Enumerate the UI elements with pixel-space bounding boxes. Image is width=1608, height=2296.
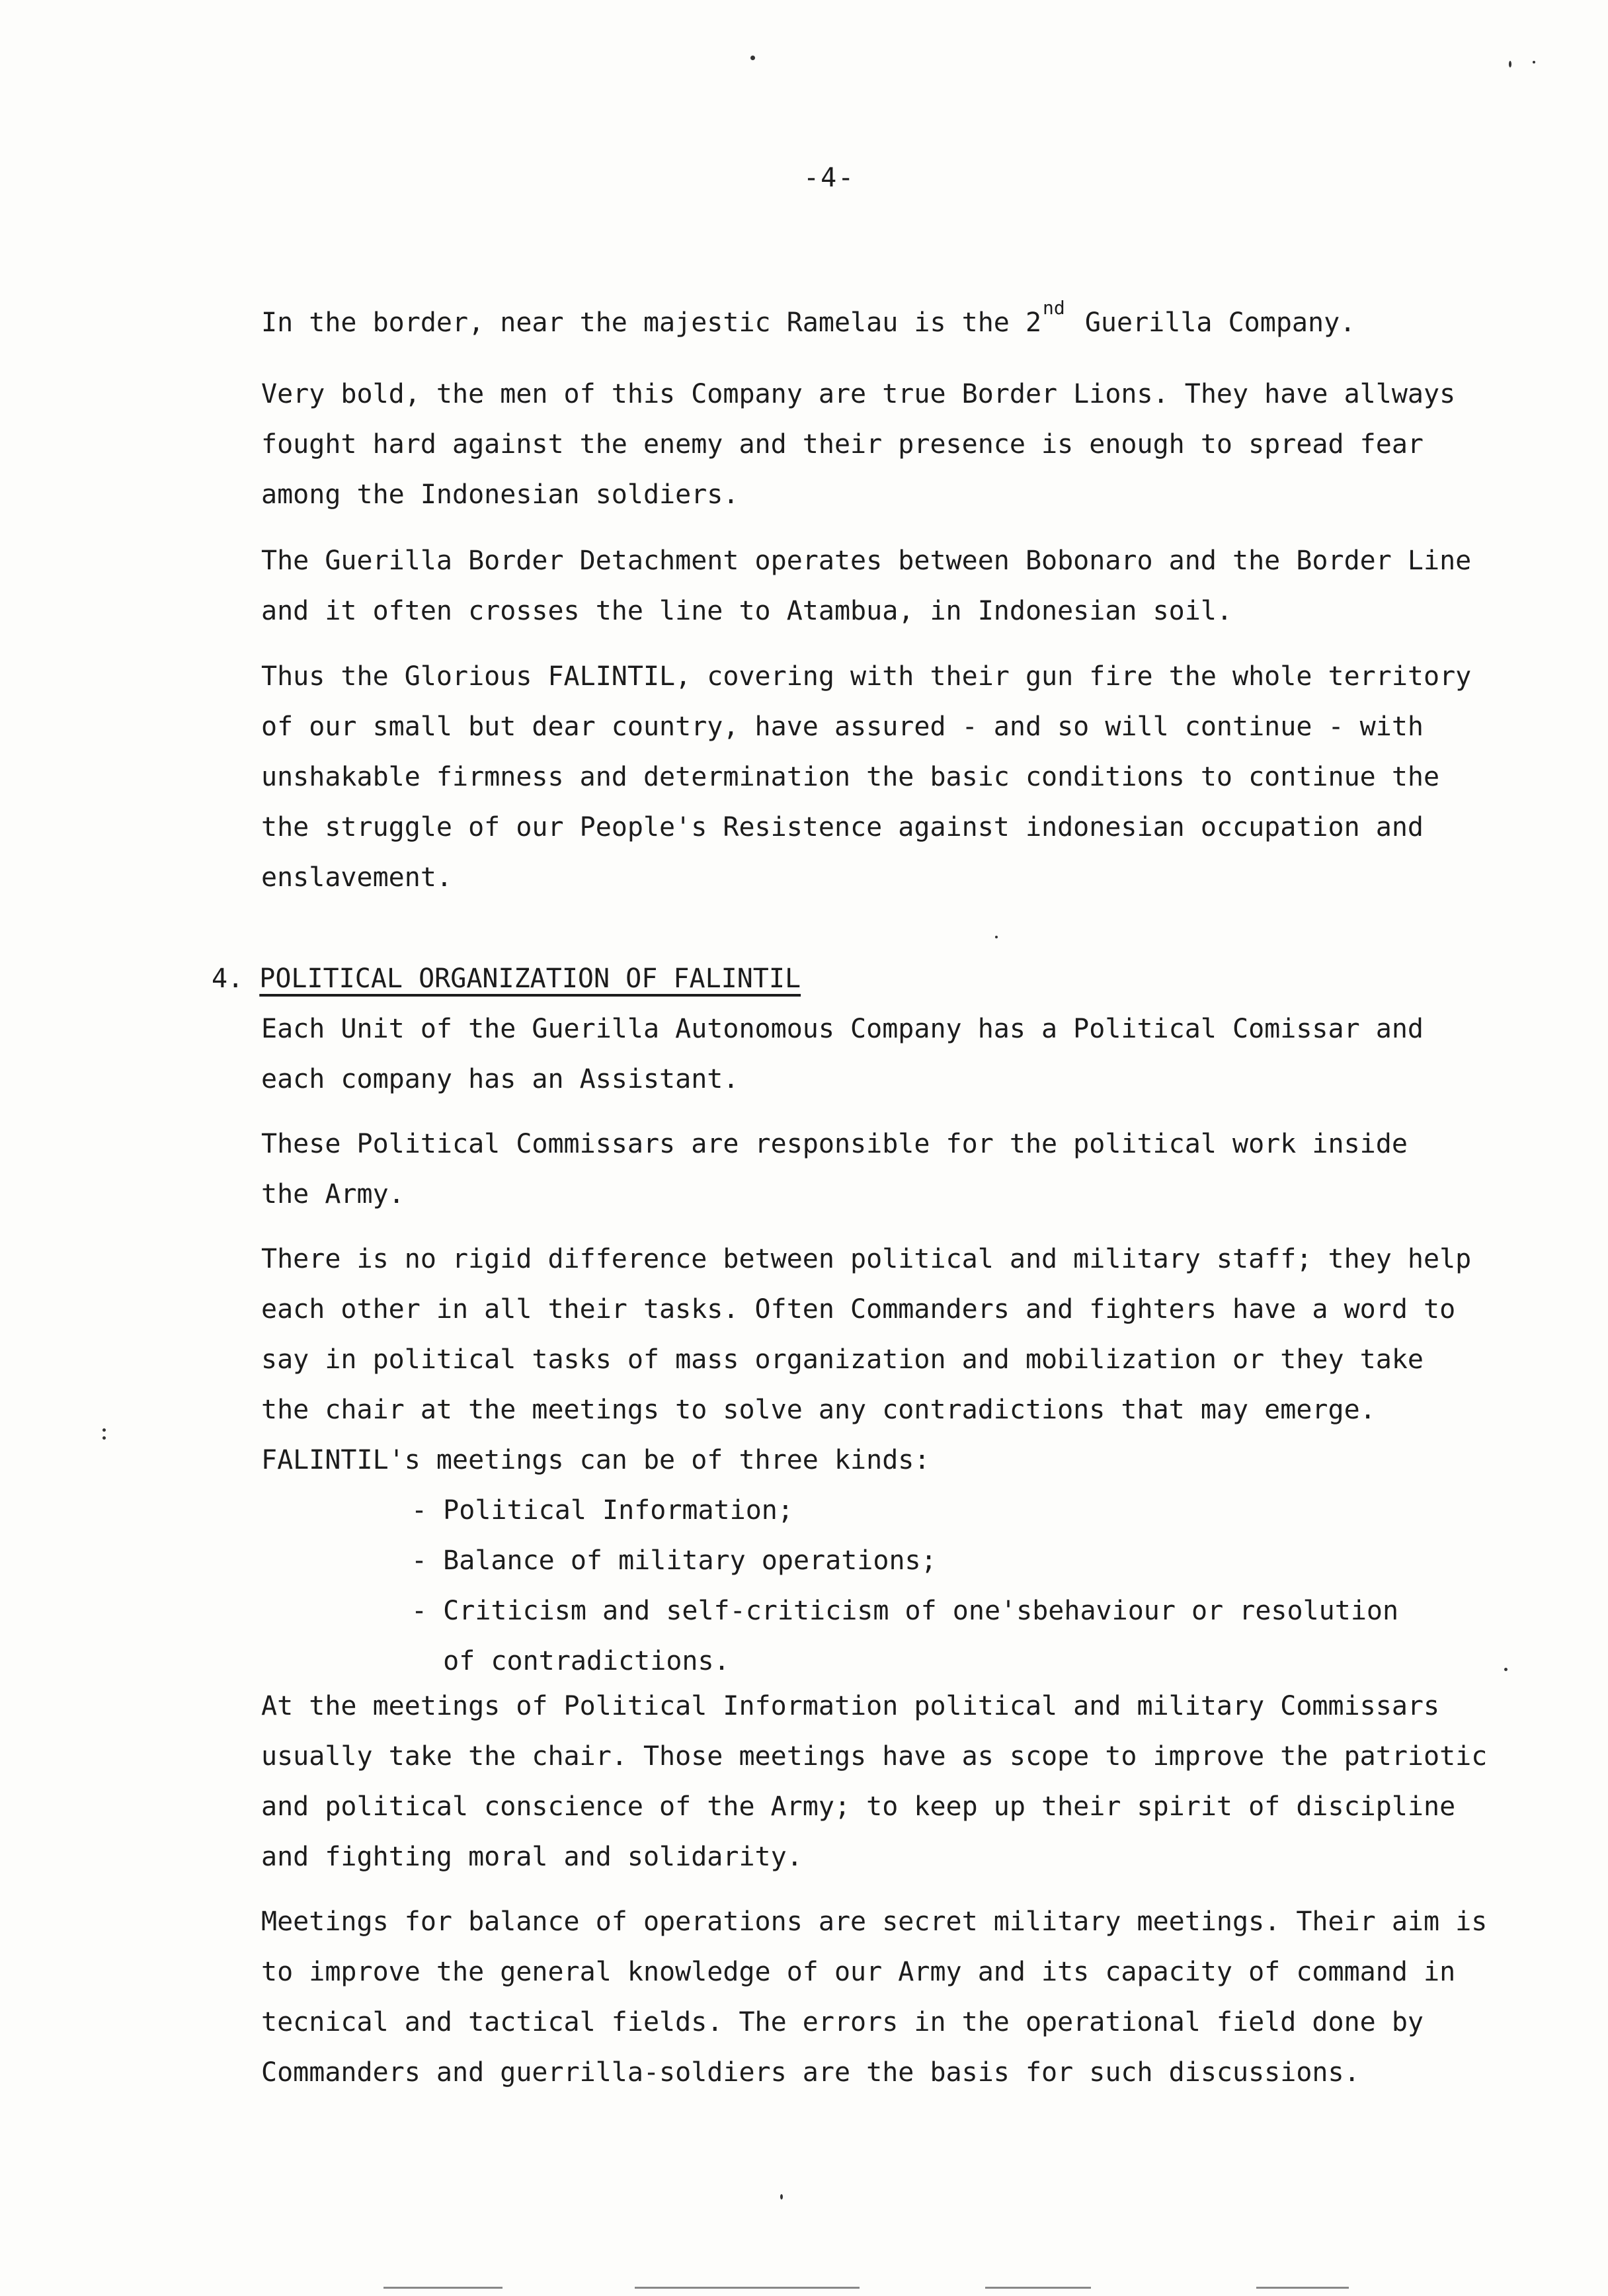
text-line: among the Indonesian soldiers. [261, 479, 739, 510]
meeting-kinds-list [411, 1485, 1398, 1686]
text-line: Commanders and guerrilla-soldiers are the basis for such discussions. [261, 2057, 1360, 2088]
text-line: Thus the Glorious FALINTIL, covering with their gun fire the whole territory [261, 661, 1472, 692]
paragraph-border-detachment [261, 536, 1557, 636]
text-line: Each Unit of the Guerilla Autonomous Company has a Political Comissar and [261, 1014, 1424, 1044]
text-line: FALINTIL's meetings can be of three kinds: [261, 1445, 930, 1475]
text-run: Guerilla Company. [1068, 308, 1356, 338]
text-line: and political conscience of the Army; to keep up their spirit of discipline [261, 1791, 1456, 1822]
superscript: nd [1043, 297, 1065, 319]
text-line [261, 298, 1557, 348]
section-title: POLITICAL ORGANIZATION OF FALINTIL [259, 964, 801, 994]
list-item: - Political Information; [411, 1495, 793, 1526]
paragraph-company-location [261, 298, 1557, 348]
text-line: Very bold, the men of this Company are true Border Lions. They have allways [261, 379, 1456, 409]
scan-speck [1504, 1668, 1508, 1671]
paragraph-glorious-falintil [261, 651, 1557, 903]
section-number: 4. [212, 964, 244, 994]
text-line: the Army. [261, 1179, 405, 1210]
list-item: - Balance of military operations; [411, 1545, 937, 1576]
scan-speck [995, 936, 998, 938]
list-item-continuation: of contradictions. [411, 1646, 730, 1676]
text-line: fought hard against the enemy and their presence is enough to spread fear [261, 429, 1424, 460]
scan-speck [102, 1428, 106, 1432]
list-item: - Criticism and self-criticism of one'sbehaviour or resolution [411, 1596, 1399, 1626]
paragraph-no-rigid-difference [261, 1234, 1557, 1485]
text-line: These Political Commissars are responsible for the political work inside [261, 1129, 1408, 1159]
paragraph-commissars-responsibility [261, 1119, 1557, 1219]
paragraph-political-comissar [261, 1004, 1557, 1104]
text-line: usually take the chair. Those meetings have as scope to improve the patriotic [261, 1741, 1488, 1772]
text-run: In the border, near the majestic Ramelau is the 2 [261, 308, 1042, 338]
text-line: each company has an Assistant. [261, 1064, 739, 1094]
text-line: There is no rigid difference between political and military staff; they help [261, 1244, 1472, 1274]
scan-speck [102, 1436, 106, 1440]
text-line: Meetings for balance of operations are secret military meetings. Their aim is [261, 1906, 1488, 1937]
section-heading [212, 954, 801, 1004]
scan-speck [1509, 61, 1511, 67]
text-line: the struggle of our People's Resistence against indonesian occupation and [261, 812, 1424, 842]
text-line: and fighting moral and solidarity. [261, 1842, 803, 1872]
paragraph-balance-of-operations [261, 1897, 1557, 2098]
scan-speck [750, 56, 755, 60]
text-line: to improve the general knowledge of our Army and its capacity of command in [261, 1957, 1456, 1987]
text-line: the chair at the meetings to solve any contradictions that may emerge. [261, 1395, 1376, 1425]
scan-artifact-line [635, 2287, 860, 2289]
paragraph-border-lions [261, 369, 1557, 520]
paragraph-political-information-meetings [261, 1681, 1557, 1882]
page-number: -4- [803, 163, 856, 193]
scan-speck [780, 2194, 783, 2199]
text-line: The Guerilla Border Detachment operates between Bobonaro and the Border Line [261, 546, 1472, 576]
text-line: At the meetings of Political Information political and military Commissars [261, 1691, 1440, 1721]
scan-artifact-line [985, 2287, 1091, 2289]
text-line: enslavement. [261, 862, 452, 893]
scan-speck [1533, 61, 1535, 63]
scan-artifact-line [1256, 2287, 1349, 2289]
text-line: say in political tasks of mass organization and mobilization or they take [261, 1344, 1424, 1375]
text-line: unshakable firmness and determination the basic conditions to continue the [261, 762, 1440, 792]
text-line: tecnical and tactical fields. The errors in the operational field done by [261, 2007, 1424, 2037]
scan-artifact-line [383, 2287, 502, 2289]
text-line: of our small but dear country, have assured - and so will continue - with [261, 712, 1424, 742]
text-line: each other in all their tasks. Often Commanders and fighters have a word to [261, 1294, 1456, 1325]
text-line: and it often crosses the line to Atambua, in Indonesian soil. [261, 596, 1233, 626]
